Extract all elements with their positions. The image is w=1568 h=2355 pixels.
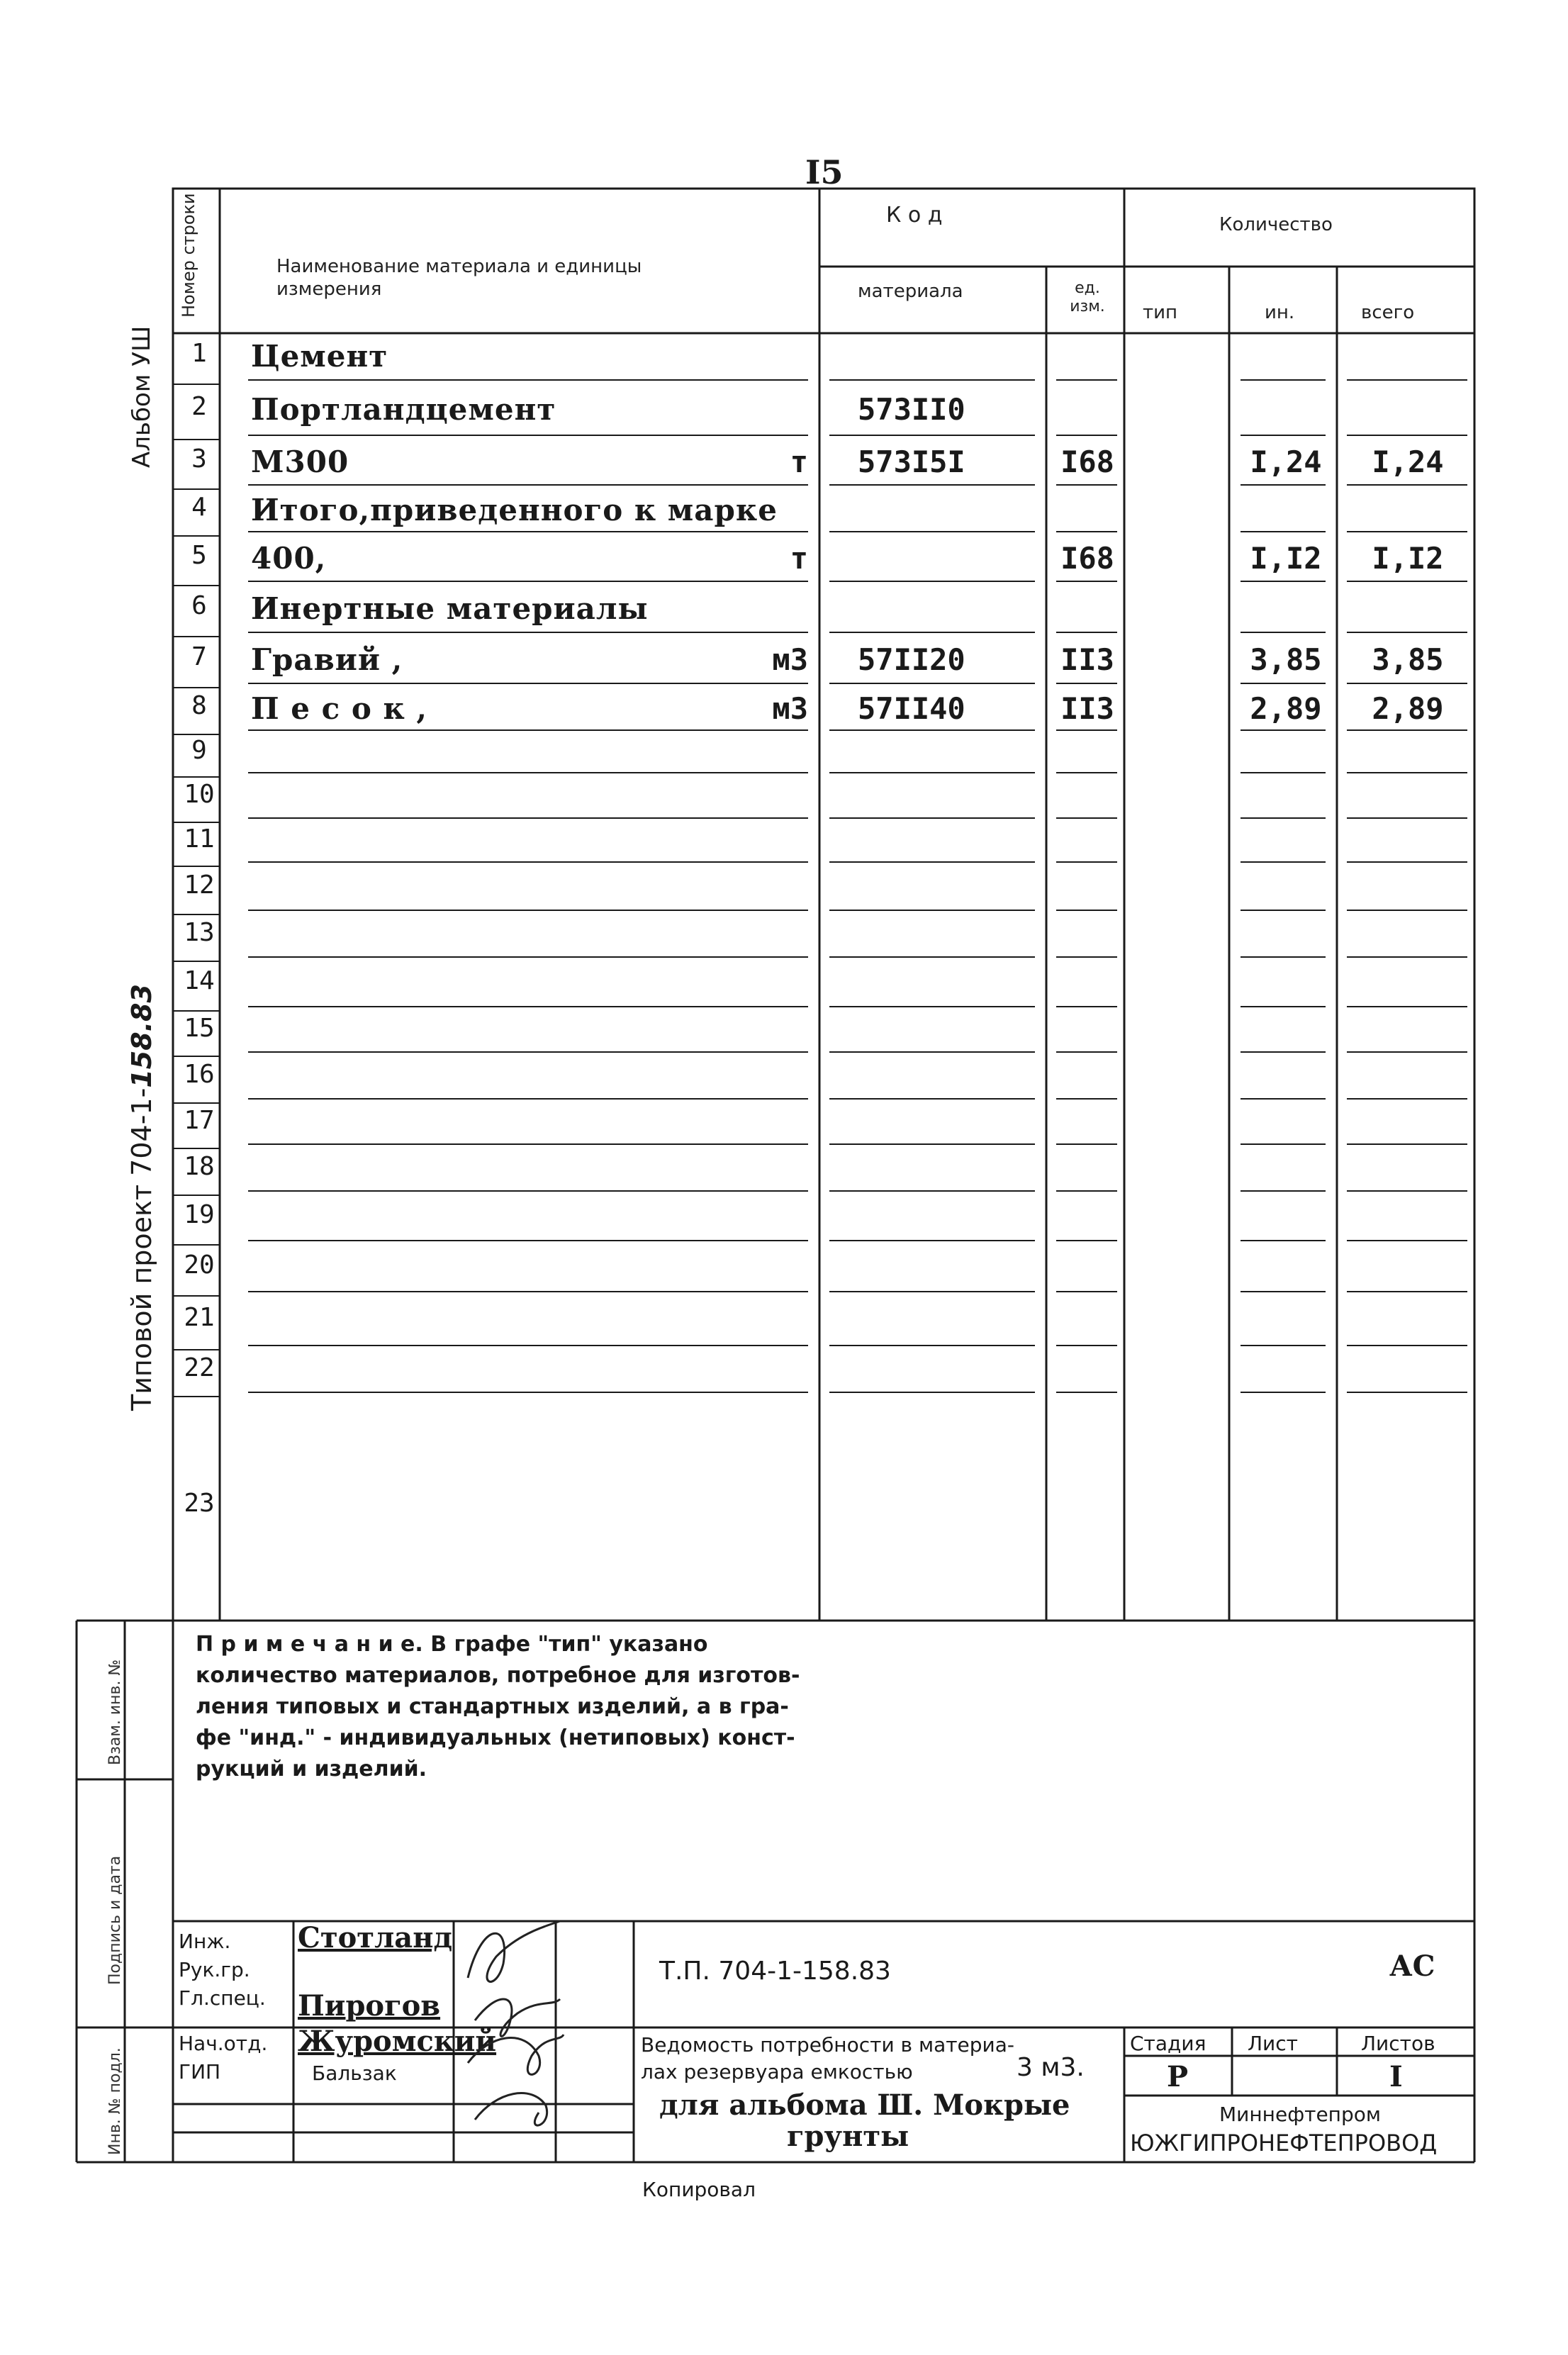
row-number: 4 (191, 493, 207, 522)
row-number: 9 (191, 736, 207, 765)
org-institute: ЮЖГИПРОНЕФТЕПРОВОД (1130, 2130, 1438, 2157)
material-name: Гравий , (251, 642, 403, 677)
material-code: 57II40 (858, 691, 965, 726)
stage-label: Стадия (1130, 2032, 1206, 2055)
vzam-label: Взам. инв. № (106, 1659, 124, 1765)
org-ministry: Миннефтепром (1219, 2103, 1382, 2126)
note-line: фе "инд." - индивидуальных (нетиповых) конст- (196, 1725, 795, 1750)
row-number: 6 (191, 591, 207, 620)
inv-podl-label: Инв. № подл. (106, 2047, 124, 2155)
row-number: 16 (184, 1060, 215, 1089)
role-gip: ГИП (179, 2060, 221, 2083)
qty-individual: 2,89 (1250, 691, 1322, 726)
header-name: Наименование материала и единицы измерения (276, 256, 642, 300)
material-name: 400, (251, 541, 327, 576)
header-code: К о д (886, 203, 943, 228)
material-unit: м3 (772, 691, 808, 726)
row-number: 8 (191, 691, 207, 720)
unit-code: I68 (1060, 541, 1114, 576)
row-number: 2 (191, 392, 207, 421)
sheet-label: Лист (1248, 2032, 1298, 2055)
material-name: Итого,приведенного к марке (251, 493, 778, 527)
header-code-unit: ед. изм. (1070, 279, 1105, 315)
qty-individual: I,24 (1250, 444, 1322, 479)
qty-individual: 3,85 (1250, 642, 1322, 677)
role-chief-spec: Гл.спец. (179, 1986, 266, 2010)
row-number: 13 (184, 918, 215, 947)
row-number: 21 (184, 1303, 215, 1332)
qty-total: 3,85 (1372, 642, 1444, 677)
desc-line-2: лах резервуара емкостью (641, 2060, 913, 2083)
material-name: Портландцемент (251, 392, 556, 427)
name-balzak: Бальзак (312, 2062, 397, 2085)
row-number: 23 (184, 1489, 215, 1518)
note-line: количество материалов, потребное для изготов- (196, 1663, 800, 1688)
row-number: 3 (191, 444, 207, 474)
material-unit: т (790, 444, 808, 479)
row-number: 12 (184, 871, 215, 900)
desc-volume: 3 м3. (1017, 2053, 1085, 2082)
header-code-material: материала (858, 281, 963, 302)
unit-code: I68 (1060, 444, 1114, 479)
unit-code: II3 (1060, 642, 1114, 677)
header-row-number: Номер строки (179, 193, 198, 318)
material-name: П е с о к , (251, 691, 428, 726)
role-group-lead: Рук.гр. (179, 1958, 250, 1981)
header-q-type: тип (1143, 302, 1178, 323)
row-number: 14 (184, 966, 215, 995)
note-line: П р и м е ч а н и е. В графе "тип" указано (196, 1632, 708, 1657)
row-number: 19 (184, 1200, 215, 1229)
note-line: ления типовых и стандартных изделий, а в гра- (196, 1694, 789, 1719)
copied-label: Копировал (642, 2178, 756, 2201)
page-number: I5 (805, 153, 844, 191)
desc-line-4: грунты (787, 2120, 909, 2153)
project-number: 158.83 (126, 984, 157, 1088)
sheets-label: Листов (1361, 2032, 1435, 2055)
doc-mark: АС (1389, 1950, 1435, 1983)
desc-line-1: Ведомость потребности в материа- (641, 2033, 1014, 2057)
row-number: 5 (191, 541, 207, 570)
material-name: Цемент (251, 339, 388, 374)
material-name: Инертные материалы (251, 591, 649, 626)
row-number: 18 (184, 1152, 215, 1181)
row-number: 17 (184, 1106, 215, 1135)
material-code: 57II20 (858, 642, 965, 677)
role-engineer: Инж. (179, 1930, 231, 1953)
row-number: 11 (184, 824, 215, 854)
project-prefix: Типовой проект 704-1- (126, 1087, 157, 1411)
name-pirogov: Пирогов (298, 1989, 441, 2023)
signatures (454, 1914, 567, 2155)
row-number: 10 (184, 780, 215, 809)
row-number: 1 (191, 339, 207, 368)
header-q-ind: ин. (1265, 302, 1295, 323)
role-dept-head: Нач.отд. (179, 2032, 268, 2055)
note-block (196, 1629, 800, 1785)
note-line: рукций и изделий. (196, 1757, 427, 1781)
sheets-value: I (1389, 2060, 1403, 2093)
header-q-total: всего (1361, 302, 1415, 323)
row-number: 15 (184, 1014, 215, 1043)
material-code: 573II0 (858, 392, 965, 427)
album-label: Альбом УШ (128, 325, 156, 468)
qty-individual: I,I2 (1250, 541, 1322, 576)
desc-line-3: для альбома Ш. Мокрые (659, 2088, 1070, 2122)
podpis-label: Подпись и дата (106, 1855, 124, 1985)
header-quantity: Количество (1219, 214, 1333, 235)
stage-value: Р (1167, 2060, 1189, 2093)
material-unit: м3 (772, 642, 808, 677)
row-number: 20 (184, 1251, 215, 1280)
material-name: М300 (251, 444, 349, 479)
row-number: 7 (191, 642, 207, 671)
name-zhuromsky: Журомский (298, 2025, 497, 2058)
qty-total: I,I2 (1372, 541, 1444, 576)
doc-code: Т.П. 704-1-158.83 (659, 1957, 891, 1986)
name-stotland: Стотланд (298, 1921, 453, 1954)
qty-total: I,24 (1372, 444, 1444, 479)
material-unit: т (790, 541, 808, 576)
qty-total: 2,89 (1372, 691, 1444, 726)
row-number: 22 (184, 1353, 215, 1382)
unit-code: II3 (1060, 691, 1114, 726)
material-code: 573I5I (858, 444, 965, 479)
